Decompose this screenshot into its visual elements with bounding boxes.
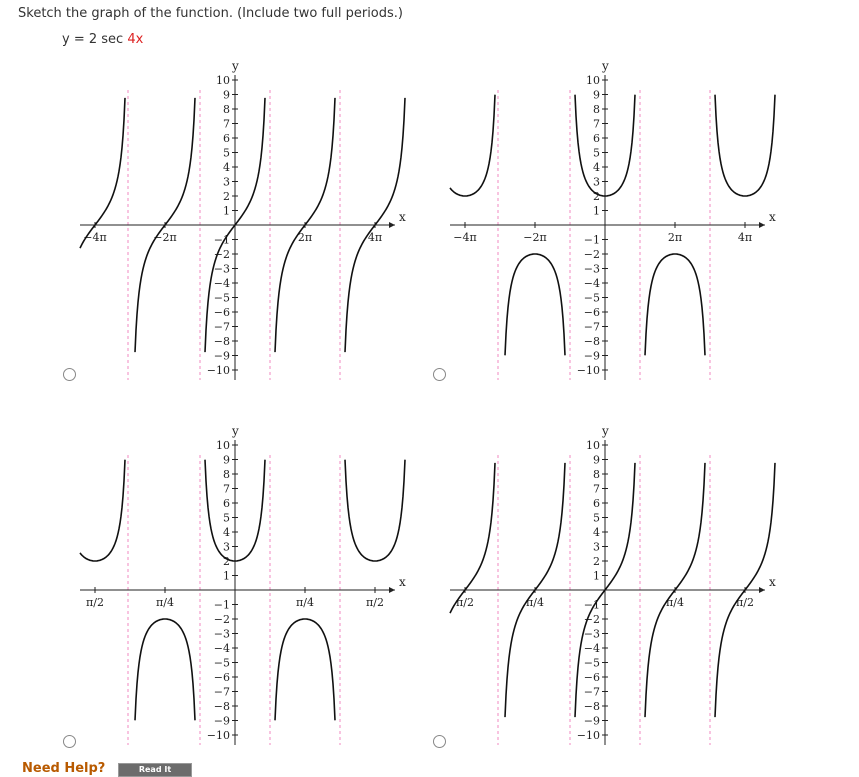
function-curve <box>345 460 405 561</box>
y-tick-label: −10 <box>576 729 600 742</box>
y-tick-label: −3 <box>583 627 600 641</box>
option-a-radio[interactable] <box>63 368 76 381</box>
function-curve <box>450 95 495 196</box>
y-tick-label: 6 <box>593 497 600 510</box>
y-tick-label: −4 <box>583 642 600 655</box>
y-tick-label: 2 <box>223 190 230 203</box>
y-tick-label: −6 <box>583 306 600 319</box>
y-tick-label: 6 <box>223 497 230 510</box>
y-tick-label: −9 <box>213 349 230 363</box>
answer-graph-b <box>450 60 775 390</box>
x-tick-label: π/2 <box>736 596 754 609</box>
y-tick-label: 3 <box>593 540 600 554</box>
function-curve <box>80 98 125 248</box>
function-curve <box>80 460 125 561</box>
y-tick-label: 9 <box>223 88 230 102</box>
graph-c-plot <box>80 425 405 755</box>
y-tick-label: 7 <box>593 117 600 131</box>
x-tick-label: π/4 <box>666 596 684 609</box>
read-it-button[interactable]: Read It <box>118 763 192 777</box>
x-axis-label: x <box>399 210 406 224</box>
option-c-radio[interactable] <box>63 735 76 748</box>
x-tick-label: π/4 <box>156 596 174 609</box>
y-tick-label: 1 <box>593 569 600 583</box>
y-tick-label: −4 <box>213 277 230 290</box>
function-curve <box>505 254 565 355</box>
x-tick-label: 2π <box>667 231 683 244</box>
y-axis-label: y <box>602 59 609 73</box>
y-axis-label: y <box>602 424 609 438</box>
y-tick-label: −8 <box>583 335 600 348</box>
x-tick-label: −4π <box>453 231 477 244</box>
y-tick-label: −6 <box>583 671 600 684</box>
y-tick-label: 5 <box>223 146 230 160</box>
y-tick-label: −1 <box>583 233 600 247</box>
y-tick-label: −5 <box>583 291 600 305</box>
x-tick-label: π/2 <box>366 596 384 609</box>
x-tick-label: −4π <box>83 231 107 244</box>
y-tick-label: −7 <box>583 320 600 334</box>
y-tick-label: 4 <box>223 161 230 174</box>
x-tick-label: −2π <box>523 231 547 244</box>
y-tick-label: 5 <box>593 146 600 160</box>
x-tick-label: 4π <box>737 231 753 244</box>
answer-graph-d <box>450 425 775 755</box>
y-tick-label: 4 <box>223 526 230 539</box>
equation-highlight: 4x <box>127 32 144 47</box>
y-tick-label: −3 <box>213 262 230 276</box>
y-tick-label: −1 <box>213 233 230 247</box>
answer-graph-c <box>80 425 405 755</box>
y-tick-label: −7 <box>213 685 230 699</box>
y-tick-label: 7 <box>593 482 600 496</box>
need-help-label: Need Help? <box>22 761 106 776</box>
y-tick-label: −2 <box>583 613 600 626</box>
x-tick-label: π/4 <box>296 596 314 609</box>
y-tick-label: 8 <box>593 468 600 481</box>
y-tick-label: 8 <box>593 103 600 116</box>
y-tick-label: −2 <box>213 613 230 626</box>
function-curve <box>715 95 775 196</box>
y-tick-label: −1 <box>213 598 230 612</box>
x-axis-label: x <box>769 210 776 224</box>
x-tick-label: 4π <box>367 231 383 244</box>
y-tick-label: 4 <box>593 526 600 539</box>
function-curve <box>275 619 335 720</box>
graph-a-plot <box>80 60 405 390</box>
y-tick-label: 9 <box>593 88 600 102</box>
graph-b-plot <box>450 60 775 390</box>
x-tick-label: π/4 <box>526 596 544 609</box>
y-tick-label: −8 <box>213 335 230 348</box>
y-tick-label: −1 <box>583 598 600 612</box>
y-tick-label: −8 <box>213 700 230 713</box>
y-tick-label: 5 <box>593 511 600 525</box>
answer-graph-a <box>80 60 405 390</box>
function-curve <box>645 254 705 355</box>
y-tick-label: 2 <box>223 555 230 568</box>
x-tick-label: 2π <box>297 231 313 244</box>
y-tick-label: −2 <box>583 248 600 261</box>
y-tick-label: 1 <box>223 204 230 218</box>
y-tick-label: −9 <box>583 714 600 728</box>
y-tick-label: 7 <box>223 117 230 131</box>
y-tick-label: 9 <box>223 453 230 467</box>
y-tick-label: 2 <box>593 555 600 568</box>
y-tick-label: −10 <box>206 729 230 742</box>
y-axis-label: y <box>232 59 239 73</box>
y-tick-label: −3 <box>583 262 600 276</box>
y-axis-label: y <box>232 424 239 438</box>
x-axis-label: x <box>769 575 776 589</box>
option-b-radio[interactable] <box>433 368 446 381</box>
y-tick-label: 8 <box>223 103 230 116</box>
graph-d-plot <box>450 425 775 755</box>
y-tick-label: −5 <box>583 656 600 670</box>
function-equation <box>62 32 143 47</box>
question-prompt: Sketch the graph of the function. (Include two full periods.) <box>18 6 403 21</box>
y-tick-label: 7 <box>223 482 230 496</box>
y-tick-label: −8 <box>583 700 600 713</box>
y-tick-label: 4 <box>593 161 600 174</box>
y-tick-label: 1 <box>223 569 230 583</box>
x-axis-label: x <box>399 575 406 589</box>
y-tick-label: 1 <box>593 204 600 218</box>
x-tick-label: π/2 <box>86 596 104 609</box>
equation-prefix: y = 2 sec <box>62 32 128 47</box>
y-tick-label: 3 <box>223 175 230 189</box>
function-curve <box>135 619 195 720</box>
y-tick-label: 6 <box>223 132 230 145</box>
y-tick-label: 9 <box>593 453 600 467</box>
y-tick-label: −5 <box>213 656 230 670</box>
y-tick-label: 2 <box>593 190 600 203</box>
function-curve <box>450 463 495 613</box>
y-tick-label: −7 <box>213 320 230 334</box>
y-tick-label: −4 <box>583 277 600 290</box>
y-tick-label: 8 <box>223 468 230 481</box>
y-tick-label: 10 <box>586 74 600 87</box>
y-tick-label: 5 <box>223 511 230 525</box>
y-tick-label: 3 <box>223 540 230 554</box>
y-tick-label: −10 <box>206 364 230 377</box>
x-tick-label: π/2 <box>456 596 474 609</box>
option-d-radio[interactable] <box>433 735 446 748</box>
y-tick-label: −4 <box>213 642 230 655</box>
y-tick-label: −3 <box>213 627 230 641</box>
y-tick-label: −6 <box>213 671 230 684</box>
y-tick-label: 10 <box>216 439 230 452</box>
x-tick-label: −2π <box>153 231 177 244</box>
y-tick-label: −9 <box>213 714 230 728</box>
y-tick-label: 10 <box>216 74 230 87</box>
y-tick-label: 3 <box>593 175 600 189</box>
y-tick-label: 10 <box>586 439 600 452</box>
y-tick-label: −2 <box>213 248 230 261</box>
y-tick-label: 6 <box>593 132 600 145</box>
y-tick-label: −9 <box>583 349 600 363</box>
y-tick-label: −5 <box>213 291 230 305</box>
y-tick-label: −10 <box>576 364 600 377</box>
y-tick-label: −6 <box>213 306 230 319</box>
y-tick-label: −7 <box>583 685 600 699</box>
